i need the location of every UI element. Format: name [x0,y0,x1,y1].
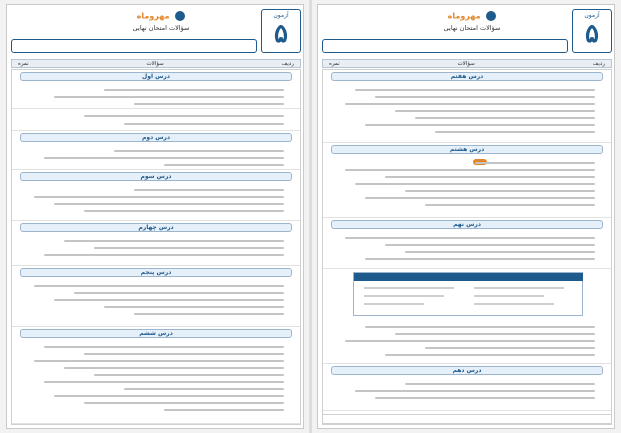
section-title: درس دهم [331,366,603,375]
exam-page-right [317,4,615,429]
book-spine [309,0,312,433]
section-title: درس سوم [20,172,292,181]
section-title: درس دوم [20,133,292,142]
page-header [322,9,612,55]
exam-meta-row [11,39,257,53]
question-row [12,144,300,170]
question-row [12,234,300,266]
table-header [322,59,612,68]
section-title: درس چهارم [20,223,292,232]
table-header [11,59,301,68]
exam-number-badge [261,9,301,53]
section-title: درس هفتم [331,72,603,81]
questions-body [322,69,612,425]
brand-name: مهروماه [136,11,170,21]
exam-title: سؤالات امتحان نهایی [443,24,501,32]
brand-logo [382,11,562,24]
question-row [323,377,611,411]
matching-table [353,272,583,316]
brand-logo-icon [486,11,496,21]
section-title: درس پنجم [20,268,292,277]
exam-title: سؤالات امتحان نهایی [132,24,190,32]
brand-logo [71,11,251,24]
exam-meta-row [322,39,568,53]
exam-label: آزمون [273,12,289,19]
question-row [12,279,300,327]
exam-number: ۵ [274,19,288,49]
question-row [12,109,300,131]
brand-name: مهروماه [447,11,481,21]
question-row [12,340,300,424]
section-title: درس هشتم [331,145,603,154]
section-title: درس ششم [20,329,292,338]
questions-body [11,69,301,425]
question-row [323,83,611,143]
row-column-header: ردیف [281,60,294,67]
questions-column-header: سؤالات [146,60,164,67]
score-column-header: نمره [18,60,29,67]
brand-logo-icon [175,11,185,21]
exam-number: ۵ [585,19,599,49]
section-title: درس نهم [331,220,603,229]
exam-page-left [6,4,304,429]
score-column-header: نمره [329,60,340,67]
score-footer [322,414,612,424]
page-header [11,9,301,55]
question-row [323,231,611,269]
question-row [12,183,300,221]
row-column-header: ردیف [592,60,605,67]
section-title: درس اول [20,72,292,81]
questions-column-header: سؤالات [457,60,475,67]
question-row [12,83,300,109]
question-row [323,320,611,364]
question-row [323,156,611,218]
exam-number-badge [572,9,612,53]
exam-label: آزمون [584,12,600,19]
